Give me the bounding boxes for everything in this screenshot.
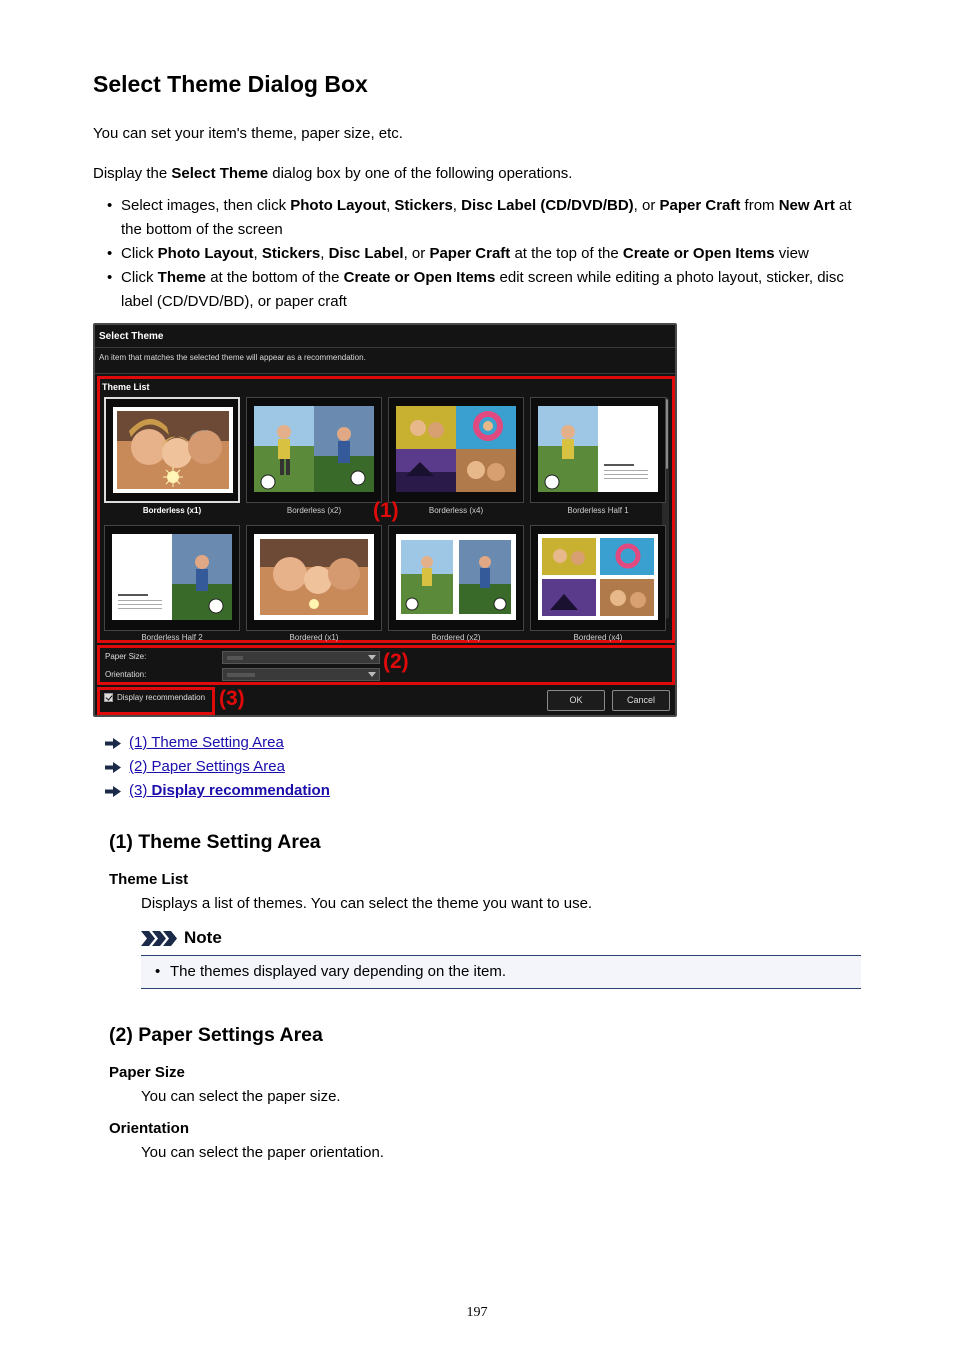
note-item: • The themes displayed vary depending on the item. (155, 962, 506, 982)
link-row (105, 731, 330, 755)
theme-tile-borderless-x2[interactable] (246, 397, 382, 503)
select-theme-dialog-screenshot (93, 323, 677, 717)
orientation-select[interactable] (222, 668, 380, 681)
soccer-photos-image (254, 406, 374, 492)
theme-thumbnail (254, 406, 374, 492)
theme-label: Borderless (x2) (286, 506, 342, 515)
half-photo-image (112, 534, 232, 620)
dialog-title: Select Theme (99, 331, 164, 342)
section-heading-paper-settings: (2) Paper Settings Area (109, 1024, 323, 1046)
theme-tile-borderless-half-1[interactable] (530, 397, 666, 503)
theme-thumbnail (113, 407, 233, 493)
theme-label: Borderless (x1) (142, 506, 202, 515)
paper-size-select[interactable] (222, 651, 380, 664)
note-chevrons-icon (141, 931, 181, 946)
intro-text: You can set your item's theme, paper size, etc. (93, 125, 403, 142)
desc-paper-size: You can select the paper size. (141, 1088, 341, 1105)
family-photo-image (254, 534, 374, 620)
display-instructions: Display the Select Theme dialog box by one of the following operations. (93, 165, 573, 182)
four-photos-image (396, 406, 516, 492)
theme-tile-bordered-x1[interactable] (246, 525, 382, 631)
theme-label: Borderless Half 2 (141, 633, 203, 642)
cancel-button[interactable]: Cancel (612, 690, 670, 711)
list-item: • Click Theme at the bottom of the Create or Open Items edit screen while editing a photo layout, sticker, disc label (CD/DVD/BD), or paper craft (105, 266, 865, 314)
ok-button[interactable]: OK (547, 690, 605, 711)
desc-orientation: You can select the paper orientation. (141, 1144, 384, 1161)
paper-size-label: Paper Size: (105, 652, 147, 661)
theme-thumbnail (396, 406, 516, 492)
theme-tile-borderless-half-2[interactable] (104, 525, 240, 631)
desc-theme-list: Displays a list of themes. You can select the theme you want to use. (141, 895, 593, 912)
theme-thumbnail (538, 406, 658, 492)
theme-thumbnail (112, 534, 232, 620)
link-paper-settings-area[interactable]: (2) Paper Settings Area (129, 758, 285, 775)
theme-label: Bordered (x1) (289, 633, 339, 642)
arrow-right-icon (105, 786, 121, 797)
arrow-right-icon (105, 762, 121, 773)
theme-list-label: Theme List (102, 382, 150, 392)
family-photo-image (113, 407, 233, 493)
theme-tile-borderless-x1[interactable] (104, 397, 240, 503)
term-orientation: Orientation (109, 1120, 190, 1137)
chevron-down-icon (368, 672, 376, 677)
link-row (105, 779, 330, 803)
page-number: 197 (466, 1305, 488, 1320)
theme-label: Bordered (x4) (573, 633, 623, 642)
link-row (105, 755, 330, 779)
divider (95, 347, 675, 348)
theme-thumbnail (396, 534, 516, 620)
theme-thumbnail (254, 534, 374, 620)
operation-list (105, 194, 865, 314)
theme-tile-bordered-x2[interactable] (388, 525, 524, 631)
link-theme-setting-area[interactable]: (1) Theme Setting Area (129, 734, 284, 751)
callout-1: (1) (373, 499, 399, 522)
theme-label: Bordered (x2) (431, 633, 481, 642)
theme-tile-bordered-x4[interactable] (530, 525, 666, 631)
display-recommendation-area (97, 687, 215, 715)
list-item: • Click Photo Layout, Stickers, Disc Label, or Paper Craft at the top of the Create or Open Items view (105, 242, 865, 266)
note-title: Note (184, 928, 222, 947)
half-photo-image (538, 406, 658, 492)
display-recommendation-label: Display recommendation (117, 693, 206, 702)
select-value (227, 656, 243, 660)
section-links (105, 731, 330, 803)
chevron-down-icon (368, 655, 376, 660)
dialog-subtitle: An item that matches the selected theme will appear as a recommendation. (99, 353, 366, 362)
link-display-recommendation[interactable]: (3) Display recommendation (129, 782, 330, 799)
theme-label: Borderless (x4) (428, 506, 484, 515)
term-theme-list: Theme List (109, 871, 189, 888)
page-title: Select Theme Dialog Box (93, 71, 368, 97)
theme-label: Borderless Half 1 (567, 506, 629, 515)
term-paper-size: Paper Size (109, 1064, 185, 1081)
callout-3: (3) (219, 687, 245, 710)
display-recommendation-checkbox[interactable] (104, 693, 113, 702)
note-box (141, 955, 861, 989)
soccer-photos-image (396, 534, 516, 620)
section-heading-theme-setting: (1) Theme Setting Area (109, 831, 321, 853)
divider (95, 373, 675, 374)
orientation-label: Orientation: (105, 670, 147, 679)
theme-tile-borderless-x4[interactable] (388, 397, 524, 503)
theme-thumbnail (538, 534, 658, 620)
list-item: • Select images, then click Photo Layout, Stickers, Disc Label (CD/DVD/BD), or Paper Craft from New Art at the bottom of the screen (105, 194, 865, 242)
select-value (227, 673, 255, 677)
callout-2: (2) (383, 650, 409, 673)
arrow-right-icon (105, 738, 121, 749)
four-photos-image (538, 534, 658, 620)
